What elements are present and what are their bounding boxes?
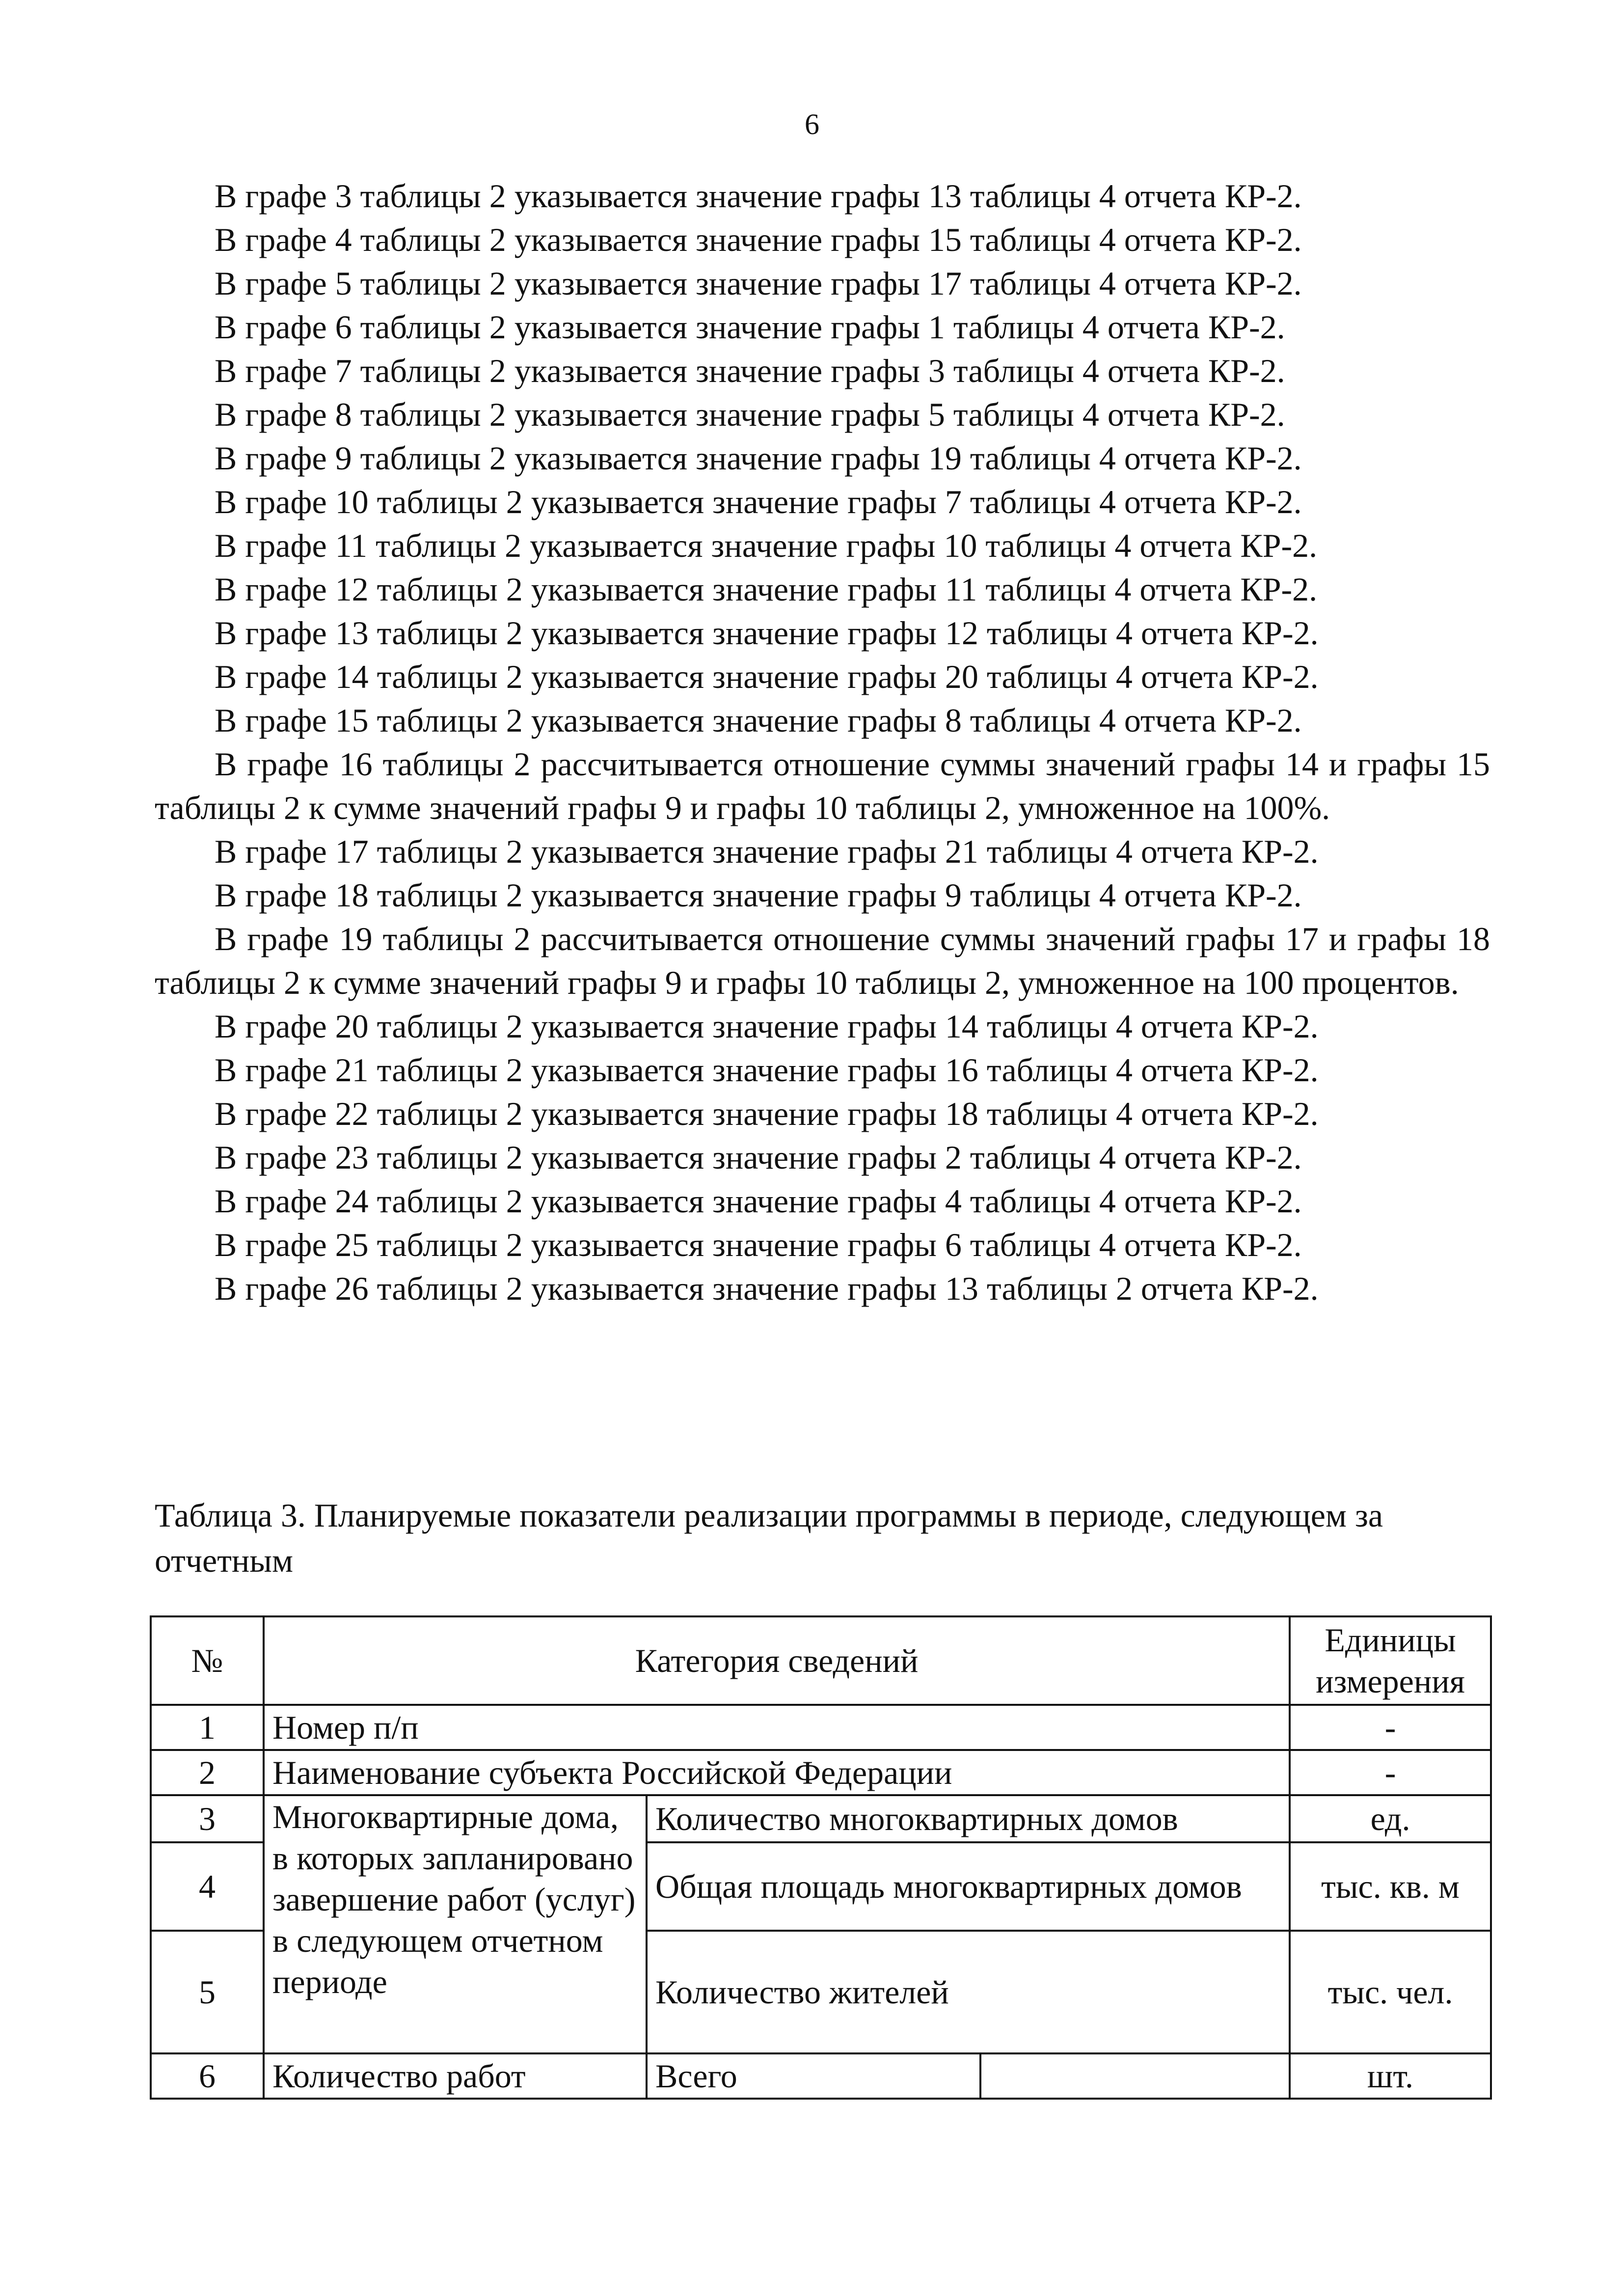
table-row	[151, 1705, 1491, 1750]
paragraph: В графе 11 таблицы 2 указывается значение графы 10 таблицы 4 отчета КР-2.	[215, 527, 1318, 564]
header-units: Единицы измерения	[1290, 1616, 1491, 1705]
paragraph: В графе 19 таблицы 2 рассчитывается отношение суммы значений графы 17 и графы 18 таблицы 2 к сумме значений графы 9 и графы 10 таблицы 2, умноженное на 100 процентов.	[155, 920, 1490, 1001]
body-text	[155, 174, 1490, 1311]
paragraph: В графе 25 таблицы 2 указывается значение графы 6 таблицы 4 отчета КР-2.	[215, 1226, 1302, 1263]
paragraph: В графе 17 таблицы 2 указывается значение графы 21 таблицы 4 отчета КР-2.	[215, 833, 1319, 870]
table-caption: Таблица 3. Планируемые показатели реализации программы в периоде, следующем за отчетным	[155, 1497, 1383, 1579]
paragraph: В графе 7 таблицы 2 указывается значение графы 3 таблицы 4 отчета КР-2.	[215, 352, 1285, 389]
paragraph: В графе 4 таблицы 2 указывается значение графы 15 таблицы 4 отчета КР-2.	[215, 221, 1302, 258]
paragraph: В графе 9 таблицы 2 указывается значение графы 19 таблицы 4 отчета КР-2.	[215, 439, 1302, 477]
paragraph: В графе 18 таблицы 2 указывается значение графы 9 таблицы 4 отчета КР-2.	[215, 876, 1302, 914]
paragraph: В графе 23 таблицы 2 указывается значение графы 2 таблицы 4 отчета КР-2.	[215, 1139, 1302, 1176]
row-units: -	[1290, 1750, 1491, 1795]
paragraph: В графе 14 таблицы 2 указывается значение графы 20 таблицы 4 отчета КР-2.	[215, 658, 1319, 695]
row-label: Общая площадь многоквартирных домов	[647, 1842, 1290, 1931]
indicators-table	[150, 1615, 1492, 2100]
paragraph: В графе 8 таблицы 2 указывается значение графы 5 таблицы 4 отчета КР-2.	[215, 396, 1285, 433]
row-label: Количество многоквартирных домов	[647, 1795, 1290, 1842]
row-num: 6	[151, 2053, 264, 2099]
row-num: 1	[151, 1705, 264, 1750]
table-row	[151, 1750, 1491, 1795]
row-units: тыс. чел.	[1290, 1931, 1491, 2053]
paragraph: В графе 20 таблицы 2 указывается значение графы 14 таблицы 4 отчета КР-2.	[215, 1008, 1319, 1045]
paragraph: В графе 16 таблицы 2 рассчитывается отношение суммы значений графы 14 и графы 15 таблицы 2 к сумме значений графы 9 и графы 10 таблицы 2, умноженное на 100%.	[155, 745, 1490, 826]
paragraph: В графе 13 таблицы 2 указывается значение графы 12 таблицы 4 отчета КР-2.	[215, 614, 1319, 652]
row-extra	[980, 2053, 1290, 2099]
row-units: тыс. кв. м	[1290, 1842, 1491, 1931]
paragraph: В графе 6 таблицы 2 указывается значение графы 1 таблицы 4 отчета КР-2.	[215, 308, 1285, 346]
paragraph: В графе 10 таблицы 2 указывается значение графы 7 таблицы 4 отчета КР-2.	[215, 483, 1302, 520]
paragraph: В графе 15 таблицы 2 указывается значение графы 8 таблицы 4 отчета КР-2.	[215, 702, 1302, 739]
page-number: 6	[805, 108, 819, 140]
header-category: Категория сведений	[264, 1616, 1290, 1705]
row-units: шт.	[1290, 2053, 1491, 2099]
row-label: Номер п/п	[264, 1705, 1290, 1750]
table-row	[151, 2053, 1491, 2099]
paragraph: В графе 3 таблицы 2 указывается значение графы 13 таблицы 4 отчета КР-2.	[215, 177, 1302, 215]
row-num: 4	[151, 1842, 264, 1931]
paragraph: В графе 21 таблицы 2 указывается значение графы 16 таблицы 4 отчета КР-2.	[215, 1051, 1319, 1089]
group-label: Многоквартирные дома, в которых запланировано завершение работ (услуг) в следующем отчетном периоде	[264, 1795, 647, 2053]
row-num: 2	[151, 1750, 264, 1795]
row-label: Всего	[647, 2053, 980, 2099]
table-row	[151, 1795, 1491, 1842]
row-num: 5	[151, 1931, 264, 2053]
paragraph: В графе 22 таблицы 2 указывается значение графы 18 таблицы 4 отчета КР-2.	[215, 1095, 1319, 1132]
paragraph: В графе 5 таблицы 2 указывается значение графы 17 таблицы 4 отчета КР-2.	[215, 265, 1302, 302]
header-num: №	[151, 1616, 264, 1705]
row-units: -	[1290, 1705, 1491, 1750]
row-group: Количество работ	[264, 2053, 647, 2099]
paragraph: В графе 12 таблицы 2 указывается значение графы 11 таблицы 4 отчета КР-2.	[215, 571, 1318, 608]
table-header-row	[151, 1616, 1491, 1705]
paragraph: В графе 26 таблицы 2 указывается значение графы 13 таблицы 2 отчета КР-2.	[215, 1270, 1319, 1307]
row-label: Количество жителей	[647, 1931, 1290, 2053]
row-label: Наименование субъекта Российской Федерации	[264, 1750, 1290, 1795]
paragraph: В графе 24 таблицы 2 указывается значение графы 4 таблицы 4 отчета КР-2.	[215, 1182, 1302, 1220]
row-units: ед.	[1290, 1795, 1491, 1842]
row-num: 3	[151, 1795, 264, 1842]
